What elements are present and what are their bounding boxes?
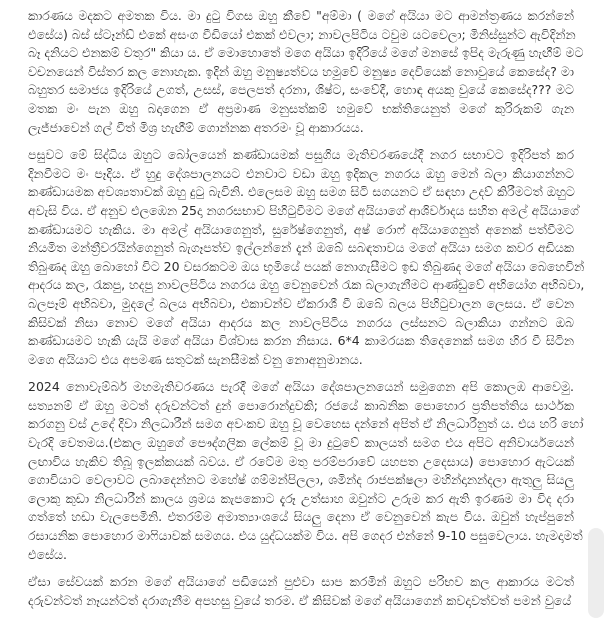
text-line: කාරණය මදකට අමතක විය. මා දුටු විගස ඔහු කීවේ "අම්මා ( මගේ අයියා මට ආමන්ත්‍රණය කරන්නේ [28,8,574,23]
paragraph [28,7,584,137]
text-line: දිනවීමට මං පෑදිය. ඒ හුදු දේශපාලනයට එනවාට වඩා ඔහු ඉදිකල නගරය ඔහු මෙන් බලා කියාගන්නට [28,165,574,181]
paragraph [28,146,585,369]
text-line: ලොකු කුඩා නිලධාරීන් කාලය ශ්‍රමය කැපකොට දැරූ උත්සාහ ඔවුන්ට උරුම කර ඇති ඉරණම මා විද දරා [28,490,574,506]
text-line: ඒසා සේවයක් කරන මගේ අයියාගේ පඩියෙන් පුළුවා සාප කරමින් ඔහුට පරිභව කල ආකාරය මටත් [28,574,574,590]
page-edge-artifact [588,528,604,618]
text-line: ආදරය කල, රැකපු, හදපු නාවලපිටිය නගරය ඔහු වෙනුවෙන් රැක බලාගැනීමට ආණ්ඩුවේ අභියෝග අභිබවා, [28,277,585,293]
text-line: කිසිවක් නිසා නොව මගේ අයියා ආදරය කල නාවලපිටිය නගරය ලස්සනට බලාකියා ගන්නට ඔබ [28,314,574,330]
text-line: කරගනු වස් උදේ දිවා නිලධාරීන් සමග අවංකව ඔහු වූ වෙහෙස දන්නේ අපිත් ඒ නිලධාරීනුත් ය. එය හරි හෝ [28,416,584,432]
text-line: බලපෑම් අභිබවා, මුදලේ බලය අභිබවා, එකාවන්ව ඒකරාශී වී ඔබේ බලය පිහිටුවාලන ලෙසය. ඒ වෙන [28,295,574,311]
text-line: නියමිත මන්ත්‍රීවරයින්ගෙනුත් බැගෑපත්ව ඉල්ලන්නේ දැන් ඔබේ සබඳතාවය මගේ අයියා සමග කවර අඩියක [28,240,574,256]
text-line: වැරදි වෙතමය.(එකල ඔහුගේ පෞද්ගලික ලේකම් වූ මා දුටුවේ කාලයත් සමග එය අපිට අනිවාර්යයෙන් [28,435,574,451]
text-line: රසායනික පොහොර මාෆියාවක් සමගය. එය යුද්ධයක්ම විය. අපි ගෙදර එන්නේ 9-10 පසුවෙලාය. හැමදාමත් [28,528,583,544]
document-text-block [28,7,585,619]
text-line: ලඟාවිය හැකිව තිබූ ඉලක්කයක් බවය. ඒ රටේම මතු පරම්පරාවේ යහපත උදෙසාය) පොහොර ඇටයක් [28,453,574,469]
text-line: තිබුණද ඔහු බොහෝ විට 20 වසරකටම ඔය භූමියේ පයක් නොගැසීමට ඉඩ තිබුණද මගේ අයියා බෙහෙවින් [28,258,585,274]
text-line: ලැජ්ජාවෙන් ගල් වීත් මිශ්‍ර හැඟීම් ගොන්නක අතරමං වූ ආකාරයය. [28,119,364,135]
text-line: කණ්ඩායමට හැකි යැයි මගේ අයියා විශ්වාස කරන නිසාය. 6*4 කාමරයක තිදෙනෙක් සමග හිර වී සිටින [28,333,574,349]
text-line: ගොවියාට වෙලාවට ලබාදෙන්නට මහේෂ් ගම්මන්පිලලා, ශමින්ද රාජපක්ෂලා මහින්දානන්දලා ඇතුලු සියලු [28,472,574,488]
text-line: බෑ දනියට එනකම් වතුර" කියා ය. ඒ මොහොතේ මගෙ අයියා ඉදිරියේ මගේ මනසේ ඉපිද මැරුණු හැඟීම් මට [28,45,584,61]
text-line: අවැසි විය. ඒ අනුව එලඹෙන 25දා නගරසභාව පිහිටුවීමට මගේ අයියාගේ ආශිර්වාදය සහිත අමල් අයියාගේ [28,202,579,218]
text-line: එසේය. [28,546,67,562]
text-line: වචනයෙන් විස්තර කල නොහැක. ඉදින් ඔහු මනුෂ්‍යත්වය හමුවේ මනුෂ්‍ය දෙවියෙක් නොවුයේ කෙසේද? මා [28,63,574,79]
text-line: මතක මං පැන ඔහු බදාගෙන ඒ අප්‍රමාණ මනුසත්කම් හමුවේ භක්තියෙනුත් මගේ කුරිරුකම් ගැන [28,100,574,116]
paragraph [28,573,574,610]
text-line: කණ්ඩායමක අවශ්‍යතාවක් ඔහු දුටු බැවිනි. එලෙසම ඔහු සමග සිටි සගයනට ඒ සඳහා උදව් කිරීමටත් ඔහුට [28,184,575,200]
paragraph [28,378,584,564]
text-line: 2024 නොවැම්බර් මහමැතිවරණය පැරදී මගේ අයියා දේශපාලනයෙන් සමුගෙන අපි කොලඹ ආවෙමු. [28,379,574,395]
text-line: මගෙ අයියාට එය අපමණ සතුටක් සැනසීමක් වනු නොඅනුමානය. [28,351,363,367]
text-line: ගත්තේ හඩා වැලපෙමිනි. එතරම්ම අමාත්‍යාංශයේ සියලු දෙනා ඒ වෙනුවෙන් කැප විය. ඔවුන් හැප්පුනේ [28,509,574,525]
text-line: පසුවට මේ සිද්ධිය ඔහුට බෝලයෙන් කණ්ඩායමක් පසුගිය මැතිවරණයේදී නගර සභාවට ඉදිරිපත් කර [28,147,574,163]
text-line: දරුවන්ටත් නෑයන්ටත් දරාගැනීම අපහසු වුයේ තරම. ඒ කිසිවක් මගේ අයියාගෙන් කවදාවත්වත් පමන් වුයේ [28,592,572,608]
text-line: කණ්ඩායමට හැකිය. මා අමල් අයියාගෙනුත්, සුරේෂ්ගෙනුත්, අෂ් රොෆ් අයියාගෙනුත් අනෙක් පත්වීමට [28,221,574,237]
text-line: එසේය) බස් ස්ටෑන්ඩ් එකේ අසංග වීඩියෝ එකක් එවලා; නාවලපිටිය ටවුම යටවෙලා; මිනිස්සුන්ට ඇවිදින්න [28,26,576,42]
text-line: බහුතර සමාජය ඉදිරියේ උගත්, උසස්, පෙලපත් දරනා, ශිෂ්ට, සංවේදී, හොඳ අයකු වුයේ කෙසේද??? මට [28,82,574,98]
text-line: සත්‍යනම් ඒ ඔහු මටත් දරුවන්ටත් දුන් පොරොන්දුවකි; රජයේ කාබනික පොහොර ප්‍රතිපත්තිය සාර්ථක [28,397,574,413]
